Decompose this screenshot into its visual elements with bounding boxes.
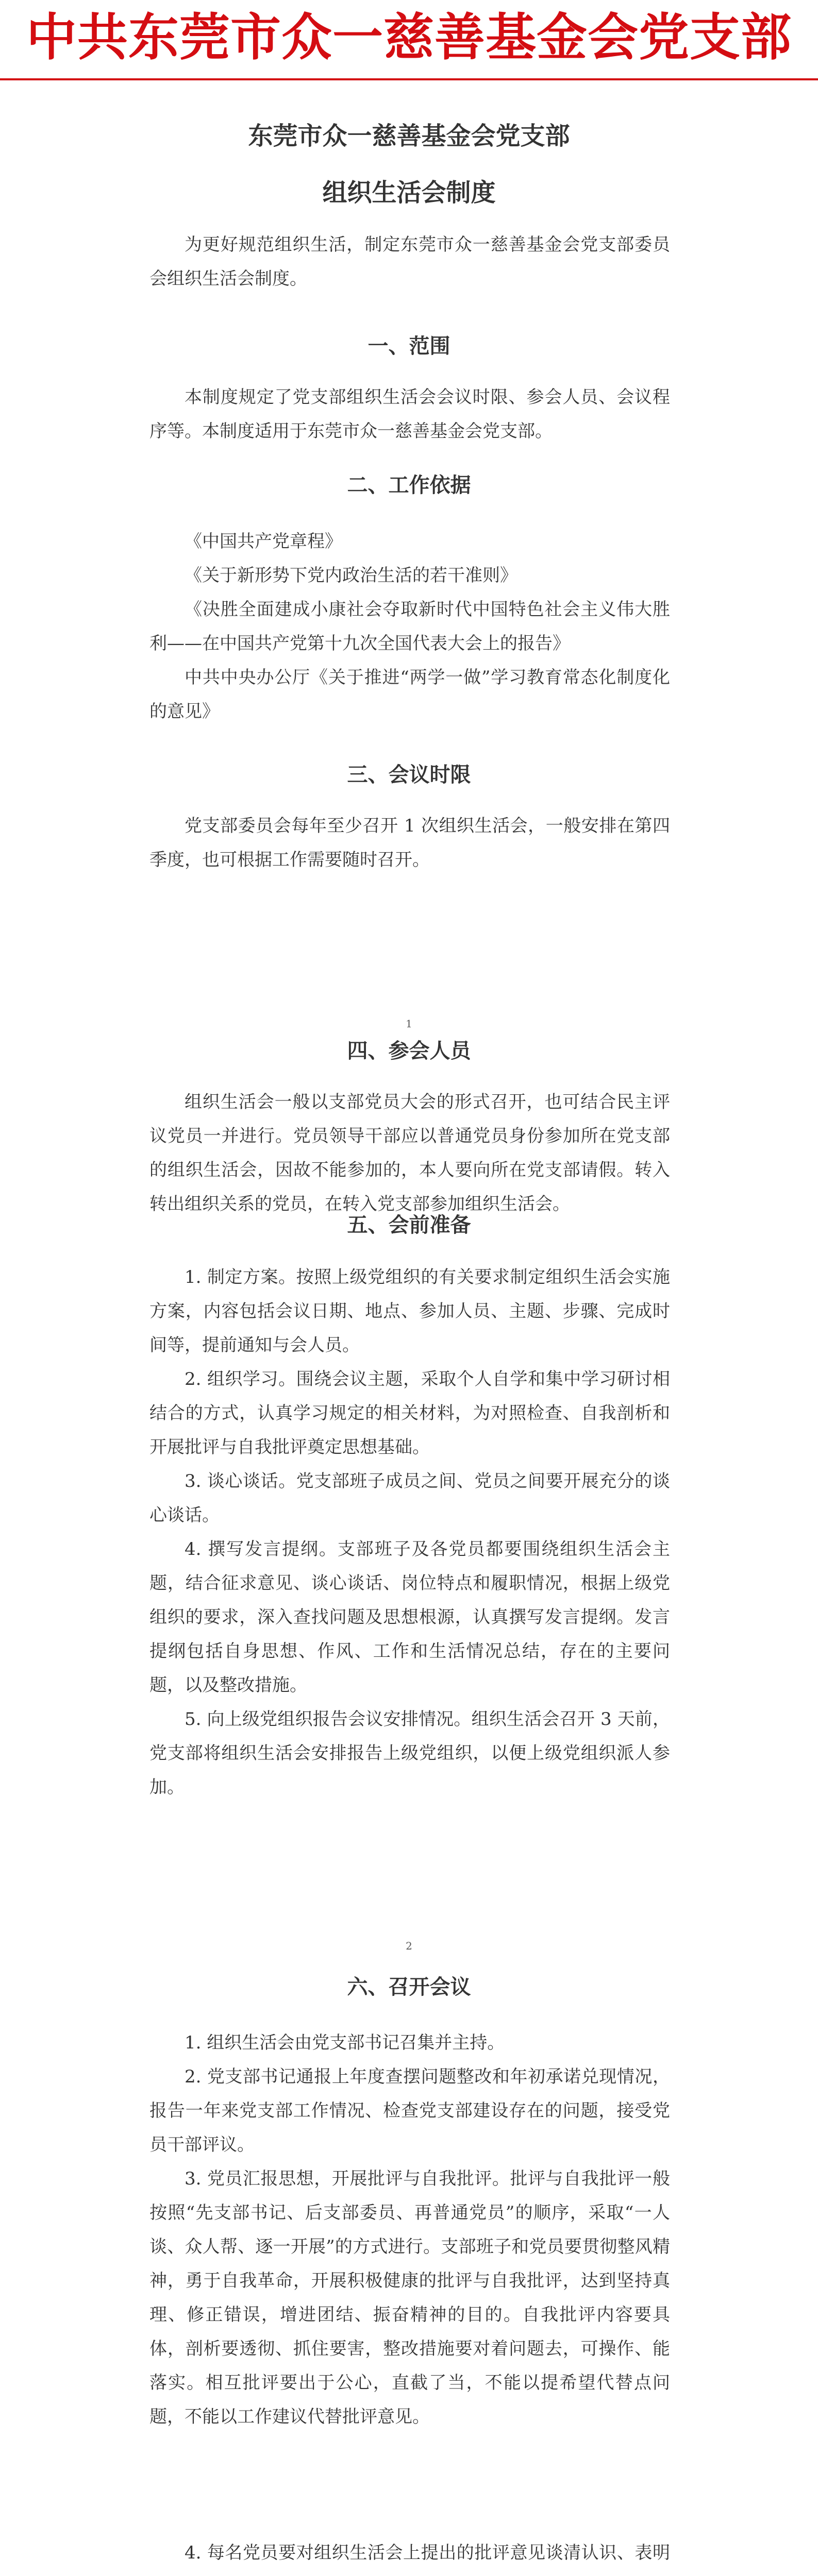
meeting-item: 4. 每名党员要对组织生活会上提出的批评意见谈清认识、表明 (185, 2543, 670, 2563)
intro-paragraph: 为更好规范组织生活，制定东莞市众一慈善基金会党支部委员会组织生活会制度。 (149, 234, 670, 289)
meeting-item: 3. 党员汇报思想，开展批评与自我批评。批评与自我批评一般按照“先支部书记、后支部委员、再普通党员”的顺序，采取“一人谈、众人帮、逐一开展”的方式进行。支部班子和党员要贯彻整风精神，勇于自我革命，开展积极健康的批评与自我批评，达到坚持真理、修正错误，增进团结、振奋精神的目的。自我批评内容要具体，剖析要透彻、抓住要害，整改措施要对着问题去，可操作、能落实。相互批评要出于公心，直截了当，不能以提希望代替点问题，不能以工作建议代替批评意见。 (149, 2168, 670, 2427)
document-title: 组织生活会制度 (322, 178, 496, 207)
preparation-item: 2. 组织学习。围绕会议主题，采取个人自学和集中学习研讨相结合的方式，认真学习规定的相关材料，为对照检查、自我剖析和开展批评与自我批评奠定思想基础。 (149, 1369, 670, 1458)
section-heading-basis: 二、工作依据 (347, 473, 471, 497)
basis-item: 《中国共产党章程》 (185, 531, 342, 552)
basis-item: 《决胜全面建成小康社会夺取新时代中国特色社会主义伟大胜利——在中国共产党第十九次全国代表大会上的报告》 (149, 599, 670, 654)
preparation-item: 1. 制定方案。按照上级党组织的有关要求制定组织生活会实施方案，内容包括会议日期、地点、参加人员、主题、步骤、完成时间等，提前通知与会人员。 (149, 1267, 670, 1355)
banner (0, 0, 818, 88)
page-number: 1 (406, 1018, 412, 1030)
page-number: 2 (406, 1940, 412, 1952)
attendees-paragraph: 组织生活会一般以支部党员大会的形式召开，也可结合民主评议党员一并进行。党员领导干部应以普通党员身份参加所在党支部的组织生活会，因故不能参加的，本人要向所在党支部请假。转入转出组织关系的党员，在转入党支部参加组织生活会。 (149, 1092, 670, 1214)
meeting-item: 1. 组织生活会由党支部书记召集并主持。 (185, 2032, 505, 2053)
banner-title: 中共东莞市众一慈善基金会党支部 (26, 8, 792, 67)
basis-item: 《关于新形势下党内政治生活的若干准则》 (185, 565, 517, 586)
section-heading-scope: 一、范围 (368, 334, 450, 358)
meeting-item: 2. 党支部书记通报上年度查摆问题整改和年初承诺兑现情况，报告一年来党支部工作情况、检查党支部建设存在的问题，接受党员干部评议。 (149, 2066, 670, 2155)
scope-paragraph: 本制度规定了党支部组织生活会会议时限、参会人员、会议程序等。本制度适用于东莞市众一慈善基金会党支部。 (149, 387, 670, 442)
document-org-title: 东莞市众一慈善基金会党支部 (248, 122, 570, 150)
basis-item: 中共中央办公厅《关于推进“两学一做”学习教育常态化制度化的意见》 (149, 667, 670, 722)
section-heading-preparation: 五、会前准备 (347, 1213, 471, 1237)
preparation-item: 5. 向上级党组织报告会议安排情况。组织生活会召开 3 天前，党支部将组织生活会安排报告上级党组织，以便上级党组织派人参加。 (149, 1709, 670, 1798)
section-heading-attendees: 四、参会人员 (347, 1039, 471, 1063)
banner-rule (0, 78, 818, 80)
preparation-item: 3. 谈心谈话。党支部班子成员之间、党员之间要开展充分的谈心谈话。 (149, 1471, 670, 1526)
section-heading-time-limit: 三、会议时限 (347, 763, 471, 787)
section-heading-meeting: 六、召开会议 (347, 1975, 471, 1999)
time-limit-paragraph: 党支部委员会每年至少召开 1 次组织生活会，一般安排在第四季度，也可根据工作需要随时召开。 (149, 816, 670, 870)
preparation-item: 4. 撰写发言提纲。支部班子及各党员都要围绕组织生活会主题，结合征求意见、谈心谈话、岗位特点和履职情况，根据上级党组织的要求，深入查找问题及思想根源，认真撰写发言提纲。发言提纲包括自身思想、作风、工作和生活情况总结，存在的主要问题，以及整改措施。 (149, 1539, 670, 1696)
